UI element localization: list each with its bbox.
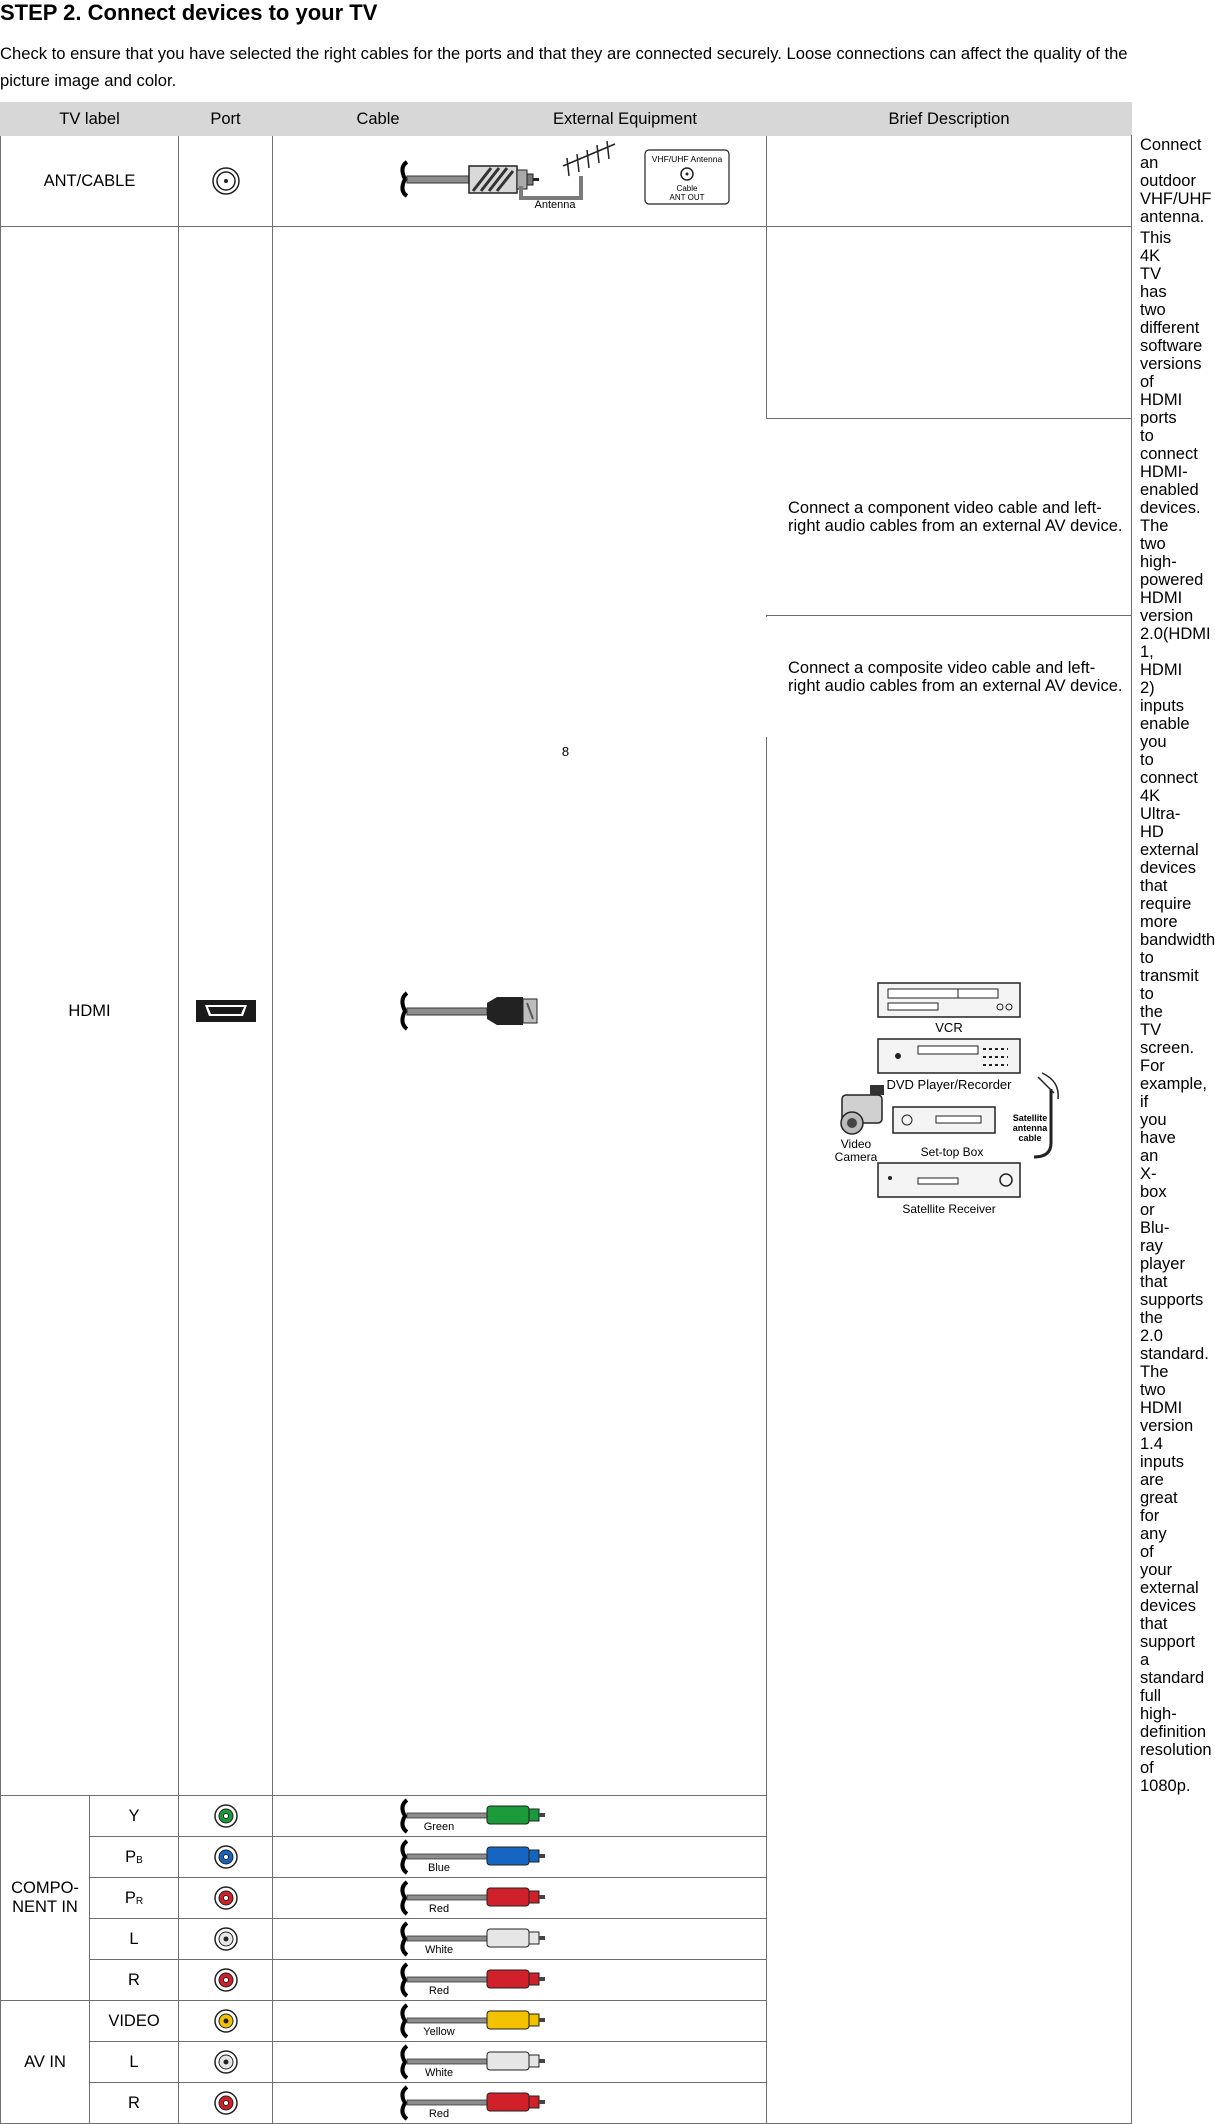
vcr-icon (878, 983, 1020, 1017)
camera-label-2: Camera (834, 1149, 877, 1164)
video-camera-icon (841, 1085, 884, 1134)
settop-label: Set-top Box (920, 1144, 983, 1159)
external-equipment-illustration (808, 973, 1091, 1373)
hdmi-cable-cell (273, 227, 767, 1796)
table-header-row (1, 103, 1132, 136)
header-port: Port (179, 103, 273, 136)
table-row-hdmi: HDMI VCR DVD Player/Recorder Video Camera Set-top Box Satellite antenna cable Satellite Receiver This 4K TV has two different software versions of HDMI ports to connect HDMI-enabled devices. The two high-powered HDMI version 2.0(HDMI 1, HDMI 2) inputs enable you to connect 4K Ultra-HD external devices that require more bandwidth to transmit to the TV screen. For example, if you have an X-box or Blu-ray player that supports the 2.0 standard. The two HDMI version 1.4 inputs are great for any of your external devices that support a standard full high-definition resolution of 1080p. (1, 227, 1132, 1796)
header-external-equipment: External Equipment (484, 103, 767, 136)
component-y-cable (273, 1796, 767, 1837)
component-pb-port (179, 1837, 273, 1878)
antenna-box-title: VHF/UHF Antenna (651, 154, 723, 164)
camera-label-1: Video (840, 1136, 871, 1151)
sat-cable-label-3: cable (1017, 1132, 1042, 1143)
rca-port-icon (214, 2091, 238, 2115)
av-l-label: L (90, 2042, 179, 2083)
cable-color-label: White (424, 2067, 454, 2079)
cable-color-label: Red (428, 1903, 450, 1915)
cable-color-label: Blue (427, 1862, 451, 1874)
intro-text: Check to ensure that you have selected the right cables for the ports and that they are connected securely. Loose connections can affect the quality of the picture image and color. (0, 44, 1128, 90)
antenna-illustration (483, 136, 766, 216)
sat-cable-label-1: Satellite (1012, 1112, 1047, 1123)
component-label-line2: NENT IN (12, 1898, 78, 1916)
component-pr-port (179, 1878, 273, 1919)
av-description-block (766, 617, 1131, 737)
hdmi-label: HDMI (1, 227, 179, 1796)
rca-port-icon (214, 1927, 238, 1951)
antenna-label: Antenna (534, 199, 576, 211)
component-pb-cable (273, 1837, 767, 1878)
rca-cable-icon (367, 1878, 672, 1918)
rca-cable-icon (367, 1960, 672, 2000)
component-r-label: R (90, 1960, 179, 2001)
component-description-text: Connect a component video cable and left-right audio cables from an external AV device. (788, 499, 1123, 535)
receiver-label: Satellite Receiver (901, 1201, 996, 1216)
antenna-icon (521, 141, 615, 198)
component-pr-cable (273, 1878, 767, 1919)
component-description-block (766, 418, 1131, 616)
header-tv-label: TV label (1, 103, 179, 136)
component-l-label: L (90, 1919, 179, 1960)
connection-table (0, 102, 1215, 2124)
rca-cable-icon (367, 2042, 672, 2082)
header-cable: Cable (273, 103, 484, 136)
dvd-label: DVD Player/Recorder (886, 1076, 1011, 1092)
cable-color-label: Green (423, 1821, 455, 1833)
antenna-box-cable: Cable (676, 184, 698, 193)
satellite-receiver-icon (878, 1163, 1020, 1197)
component-y-label: Y (90, 1796, 179, 1837)
rca-cable-icon (367, 2083, 672, 2123)
cable-color-label: White (424, 1944, 454, 1956)
av-r-label: R (90, 2083, 179, 2124)
ant-equipment (767, 136, 1132, 227)
av-r-cable (273, 2083, 767, 2124)
rca-cable-icon (367, 1919, 672, 1959)
cable-color-label: Red (428, 2108, 450, 2120)
rca-port-icon (214, 1968, 238, 1992)
av-l-port (179, 2042, 273, 2083)
cable-color-label: Yellow (423, 2026, 455, 2038)
component-label (1, 1796, 90, 2001)
component-pb-label: PB (90, 1837, 179, 1878)
cable-color-label: Red (428, 1985, 450, 1997)
av-r-port (179, 2083, 273, 2124)
antenna-box-out: ANT OUT (669, 193, 705, 202)
av-l-cable (273, 2042, 767, 2083)
page-title: STEP 2. Connect devices to your TV (0, 0, 378, 25)
rca-cable-icon (367, 2001, 672, 2041)
coax-port-icon (211, 166, 241, 196)
header-brief-description: Brief Description (767, 103, 1132, 136)
component-l-cable (273, 1919, 767, 1960)
hdmi-port (179, 227, 273, 1796)
av-video-cable (273, 2001, 767, 2042)
ant-port (179, 136, 273, 227)
component-y-port (179, 1796, 273, 1837)
page-number: 8 (561, 744, 570, 759)
rca-port-icon (214, 2050, 238, 2074)
av-label: AV IN (1, 2001, 90, 2124)
table-row-ant: ANT/CABLE Connect an outdoor VHF/UHF antenna. (1, 136, 1132, 227)
av-video-port (179, 2001, 273, 2042)
settop-box-icon (893, 1107, 995, 1133)
av-description-text: Connect a composite video cable and left-right audio cables from an external AV device. (788, 659, 1123, 695)
rca-port-icon (214, 1804, 238, 1828)
antenna-box (645, 150, 729, 204)
ant-label: ANT/CABLE (1, 136, 179, 227)
vcr-label: VCR (934, 1019, 963, 1035)
hdmi-port-icon (195, 999, 257, 1023)
rca-cable-icon (367, 1796, 672, 1836)
rca-port-icon (214, 1886, 238, 1910)
dvd-icon (878, 1039, 1020, 1073)
component-label-line1: COMPO- (11, 1879, 79, 1897)
component-r-port (179, 1960, 273, 2001)
component-l-port (179, 1919, 273, 1960)
hdmi-cable-icon (367, 981, 672, 1041)
component-r-cable (273, 1960, 767, 2001)
rca-port-icon (214, 1845, 238, 1869)
rca-port-icon (214, 2009, 238, 2033)
rca-cable-icon (367, 1837, 672, 1877)
sat-cable-label-2: antenna (1012, 1122, 1047, 1133)
component-pr-label: PR (90, 1878, 179, 1919)
av-video-label: VIDEO (90, 2001, 179, 2042)
